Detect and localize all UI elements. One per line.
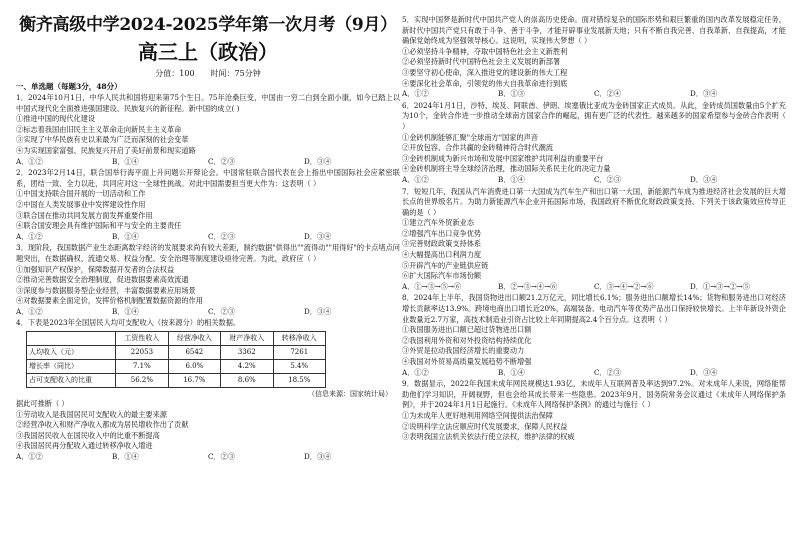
choice-b[interactable]: B．①④ <box>112 156 139 166</box>
choice-a[interactable]: A．①② <box>402 89 429 99</box>
choice-c[interactable]: C．②③ <box>594 174 622 184</box>
table-cell: 增长率（同比） <box>27 360 116 374</box>
option: ①推进中国的现代化建设 <box>16 114 96 124</box>
option: ②中国在人类发展事业中发挥建设性作用 <box>16 199 146 209</box>
question-5 <box>402 15 786 100</box>
table-cell: 56.2% <box>116 374 168 388</box>
choice-d[interactable]: D．③④ <box>304 231 332 241</box>
choice-c[interactable]: C．②③ <box>594 367 622 377</box>
option: ①为未成年人更好地利用网络空间提供法治保障 <box>402 410 553 420</box>
table-source: （信息来源：国家统计局） <box>308 390 392 399</box>
choice-a[interactable]: A．①→③→⑤→⑥ <box>402 281 462 291</box>
option: ③我国居民收入在国民收入中的比重不断提高 <box>16 430 160 440</box>
table-cell: 6542 <box>168 346 220 360</box>
question-8 <box>402 293 786 378</box>
table-header-cell: 工资性收入 <box>116 332 168 346</box>
question-4 <box>16 318 400 462</box>
choice-a[interactable]: A．①② <box>402 174 429 184</box>
right-column <box>402 14 786 554</box>
choice-c[interactable]: C．②③ <box>208 306 236 316</box>
section-heading: 一、单选题（每题3分，48分） <box>16 82 122 91</box>
choice-b[interactable]: B．②→③→④→⑥ <box>498 281 558 291</box>
table-cell: 22053 <box>116 346 168 360</box>
table-cell: 7261 <box>273 346 325 360</box>
option: ③完善财政政策支持体系 <box>402 239 482 249</box>
option: ①我国服务进出口额已超过货物进出口额 <box>402 325 532 335</box>
question-6 <box>402 101 786 186</box>
exam-subtitle: 高三上（政治） <box>138 40 278 64</box>
option: ④我国对外贸易高质量发展趋势不断增强 <box>402 357 532 366</box>
table-cell: 18.5% <box>273 374 325 388</box>
question-stem: 8．2024年上半年，我国货物进出口额21.2万亿元，同比增长6.1%；服务进出口额增长14%；货物和服务进出口对经济增长贡献率达13.9%。跨境电商出口增长近20%，高端装备、电动汽车等优势产品出口保持较快增长。上半年新设外资企业数量近2.7万家，高技术制造业引资占比较上年同期提高2.4个百分点。这表明（ ） <box>402 293 786 324</box>
table-row <box>27 346 326 360</box>
option: ②推动完善数据安全治理制度，促进数据要素高效流通 <box>16 275 189 285</box>
choice-b[interactable]: B．①④ <box>498 367 525 377</box>
option: ②经营净收入和财产净收入都成为居民增收作出了贡献 <box>16 420 189 430</box>
choice-b[interactable]: B．①④ <box>498 174 525 184</box>
answer-choices <box>402 368 786 379</box>
choice-b[interactable]: B．①④ <box>112 452 139 462</box>
choice-b[interactable]: B．①③ <box>498 89 525 99</box>
table-cell: 5.4% <box>273 360 325 374</box>
table-cell: 8.6% <box>221 374 273 388</box>
question-2 <box>16 168 400 242</box>
option: ③表明我国立法机关依法行使立法权，维护法律的权威 <box>402 432 575 442</box>
table-cell: 7.1% <box>116 360 168 374</box>
option: ③外贸是拉动我国经济增长的重要动力 <box>402 346 525 356</box>
choice-c[interactable]: C．③→④→②→⑥ <box>594 281 654 291</box>
answer-choices <box>402 282 786 293</box>
option: ②我国利用外资和对外投资结构持续优化 <box>402 335 532 345</box>
choice-d[interactable]: D．③④ <box>690 89 718 99</box>
choice-d[interactable]: D．③④ <box>690 174 718 184</box>
table-cell: 4.2% <box>221 360 273 374</box>
table-row <box>27 374 326 388</box>
question-1 <box>16 93 400 167</box>
table-row <box>27 360 326 374</box>
question-stem: 2．2023年2月14日，联合国举行海平面上升问题公开辩论会。中国常驻联合国代表在会上指出中国国际社会应紧密联系，团结一致、全力以赴，共同应对这一全球性挑战。对此中国需要担当更大作为：这表明（ ） <box>16 168 400 188</box>
option: ②标志着我国由旧民主主义革命走向新民主主义革命 <box>16 124 182 134</box>
option: ③金砖机制成为新兴市场和发展中国家维护共同利益的重要平台 <box>402 153 604 163</box>
option: ③实现了中华民族有史以来最为广泛而深刻的社会变革 <box>16 135 189 145</box>
option: ②说明科学立法应顺应时代发展要求，保障人民权益 <box>402 421 568 431</box>
choice-d[interactable]: D．③④ <box>304 306 332 316</box>
option: ③要坚守初心使命，深入推进党的建设新的伟大工程 <box>402 67 568 77</box>
table-header-cell: 转移净收入 <box>273 332 325 346</box>
option: ①中国支持联合国开展的一切活动和工作 <box>16 189 146 199</box>
question-stem: 1．2024年10月1日，中华人民共和国将迎来第75个生日。75年沧桑巨变，中国由一穷二白到全面小康，如今已踏上以中国式现代化全面推进强国建设、民族复兴的新征程。新中国的成立( ) <box>16 93 400 113</box>
option: ④金砖机制将主导全球经济治理，推动国际关系民主化的决定力量 <box>402 164 611 174</box>
question-prompt: 据此可推断（ ） <box>16 399 69 409</box>
question-stem: 5．实现中国梦是新时代中国共产党人的崇高历史使命。面对错综复杂的国际形势和艰巨繁重的国内改革发展稳定任务，新时代中国共产党只有敢于斗争、善于斗争，才能开辟事业发展新天地；只有不断自我完善、自我革新、自我提高，才能确保党始终成为坚强领导核心。这说明，实现伟大梦想（ ） <box>402 15 786 46</box>
choice-b[interactable]: B．①④ <box>112 231 139 241</box>
choice-c[interactable]: C．②③ <box>208 156 236 166</box>
option: ③深度参与数据服务型企业经营，丰富数据要素应用场景 <box>16 285 196 295</box>
question-stem: 6．2024年1月1日，沙特、埃及、阿联酋、伊朗、埃塞俄比亚成为金砖国家正式成员。从此，金砖成员国数量由5个扩充为10个，金砖合作进一步推动全球南方国家合作的崛起，拥有更广泛的代表性。越来越多的国家希望参与金砖合作表明（ ） <box>402 100 786 131</box>
question-stem: 3．现阶段，我国数据产业生态距离数字经济的发展要求尚有较大差距，制约数据"供得出""流得动""用得好"的卡点堵点问题突出，在数据确权、流通交易、权益分配、安全治理等制度建设亟待完善。为此，政府应（ ） <box>16 243 400 263</box>
option: ③联合国在推动共同发展方面发挥重要作用 <box>16 210 153 220</box>
choice-c[interactable]: C．②③ <box>208 452 236 462</box>
choice-a[interactable]: A．①② <box>16 452 43 462</box>
option: ①加强知识产权保护，保障数据开发者的合法权益 <box>16 264 175 274</box>
income-table <box>26 331 326 388</box>
question-stem: 7．短短几年，我国从汽车消费进口第一大国成为汽车生产和出口第一大国，新能源汽车成为推进经济社会发展的巨大增长点的世界级名片。为助力新能源汽车企业开拓国际市场，我国政府不断优化财政政策支持。下列关于该政策效应传导正确的是（ ） <box>402 186 786 217</box>
left-column <box>16 14 400 554</box>
option: ①必须坚持斗争精神，夺取中国特色社会主义新胜利 <box>402 46 568 56</box>
option: ④要深化社会革命，引领党的伟大自我革命进行到底 <box>402 78 568 88</box>
table-cell: 人均收入（元） <box>27 346 116 360</box>
table-cell: 3362 <box>221 346 273 360</box>
answer-choices <box>16 232 400 243</box>
option: ④联合国安理会具有维护国际和平与安全的主要责任 <box>16 221 182 231</box>
exam-meta: 分值：100 时间：75分钟 <box>155 69 261 78</box>
table-header-row <box>27 332 326 346</box>
option: ⑤开辟汽车的产业链供应链 <box>402 260 489 270</box>
table-cell: 16.7% <box>168 374 220 388</box>
answer-choices <box>402 175 786 186</box>
question-stem: 4．下表是2023年全国居民人均可支配收入（按来源分）的相关数据。 <box>16 318 241 328</box>
choice-b[interactable]: B．①④ <box>112 306 139 316</box>
question-stem: 9．数据显示，2022年我国未成年网民规模达1.93亿，未成年人互联网普及率达到97.2%。对未成年人来说，网络能帮助他们学习知识，开阔视野，但也会给其成长带来一些隐患。2023年9月，国务院常务会议通过《未成年人网络保护条例》，并于2024年1月1日起施行。《未成年人网络保护条例》的通过与施行（ ） <box>402 379 786 410</box>
question-9 <box>402 379 786 443</box>
answer-choices <box>16 157 400 168</box>
answer-choices <box>16 307 400 318</box>
choice-c[interactable]: C．②④ <box>594 89 622 99</box>
choice-d[interactable]: D．①→③→②→⑤ <box>690 281 750 291</box>
choice-d[interactable]: D．③④ <box>690 367 718 377</box>
answer-choices <box>16 452 400 463</box>
option: ①金砖机制能够汇聚"全球南方"国家的声音 <box>402 132 538 142</box>
choice-d[interactable]: D．③④ <box>304 452 332 462</box>
exam-title: 衡齐高级中学2024-2025学年第一次月考（9月） <box>19 15 397 35</box>
option: ④为实现国家富强、民族复兴开启了美好前景和现实道路 <box>16 145 196 155</box>
table-cell: 占可支配收入的比重 <box>27 374 116 388</box>
table-header-cell: 经营净收入 <box>168 332 220 346</box>
table-header-cell <box>27 332 116 346</box>
choice-d[interactable]: D．③④ <box>304 156 332 166</box>
answer-choices <box>402 89 786 100</box>
choice-a[interactable]: A．①② <box>16 231 43 241</box>
table-header-cell: 财产净收入 <box>221 332 273 346</box>
option: ⑥扩大国际汽车市场份额 <box>402 271 482 281</box>
option: ②增强汽车出口竞争优势 <box>402 228 482 238</box>
option: ①劳动收入是我国居民可支配收入的最主要来源 <box>16 409 167 419</box>
choice-c[interactable]: C．②③ <box>208 231 236 241</box>
option: ①建立汽车外贸新业态 <box>402 218 474 228</box>
question-3 <box>16 243 400 317</box>
choice-a[interactable]: A．①② <box>16 306 43 316</box>
table-cell: 6.0% <box>168 360 220 374</box>
choice-a[interactable]: A．①② <box>402 367 429 377</box>
choice-a[interactable]: A．①② <box>16 156 43 166</box>
option: ②开放包容、合作共赢的金砖精神符合时代潮流 <box>402 143 553 153</box>
option: ④对数据要素全面定价，发挥价格机制配置数据资源的作用 <box>16 296 203 306</box>
question-7 <box>402 187 786 293</box>
option: ④我国居民再分配收入通过转移净收入增进 <box>16 441 153 451</box>
option: ②必须坚持新时代中国特色社会主义发展的新部署 <box>402 57 561 67</box>
option: ④大幅提高出口利润力度 <box>402 250 482 260</box>
